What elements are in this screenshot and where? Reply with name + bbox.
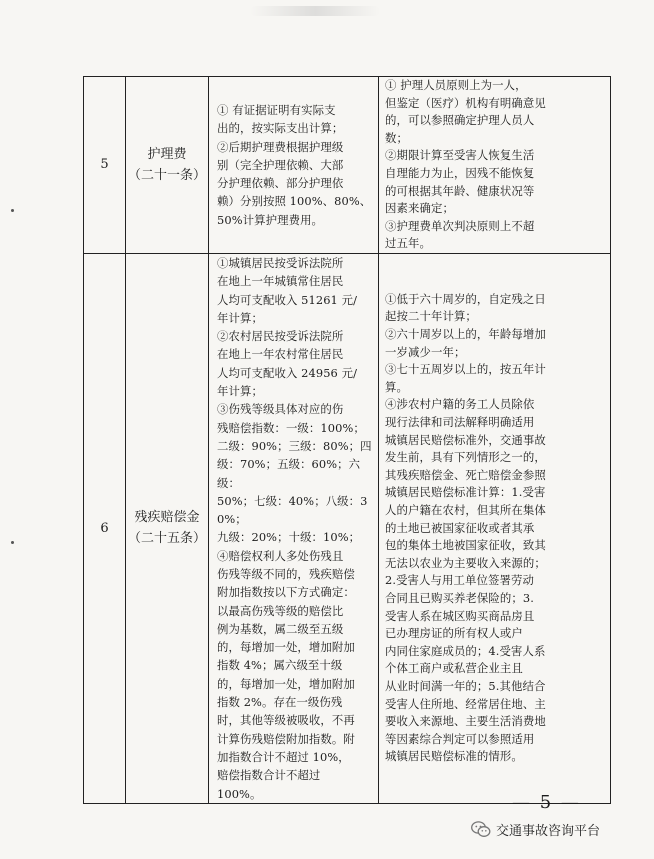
- basis-cell: [209, 253, 379, 803]
- compensation-standards-table: [83, 76, 611, 804]
- margin-mark: [11, 209, 14, 212]
- item-cell: [126, 77, 209, 254]
- basis-text: ①城镇居民按受诉法院所 在地上一年城镇常住居民 人均可支配收入 51261 元/ 年计算； ②农村居民按受诉法院所 在地上一年农村常住居民 人均可支配收入 24956 元/ 年计算； ③伤残等级具体对应的伤 残赔偿指数：一级：100%； 二级：90%；三级：80%；四 级：70%；五级：60%；六级： 50%；七级：40%；八级：30%； 九级：20%；十级：10%； ④赔偿权利人多处伤残且 伤残等级不同的，残疾赔偿 附加指数按以下方式确定： 以最高伤残等级的赔偿比 例为基数，属二级至五级 的，每增加一处，增加附加 指数 4%；属六级至十级 的，每增加一处，增加附加 指数 2%。存在一级伤残 时，其他等级被吸收，不再 计算伤残赔偿附加指数。附 加指数合计不超过 10%， 赔偿指数合计不超过 100%。: [217, 255, 372, 801]
- item-cell: [126, 253, 209, 803]
- page-scan-smudge: [250, 6, 380, 16]
- page-number: — 5 —: [512, 792, 581, 813]
- row-number: 5: [84, 77, 126, 254]
- item-name: 护理费: [147, 146, 187, 162]
- table-row: [84, 77, 611, 254]
- row-number: 6: [84, 253, 126, 803]
- item-article: （二十一条）: [127, 167, 206, 183]
- note-cell: [379, 77, 611, 254]
- brand-name: 交通事故咨询平台: [496, 824, 601, 839]
- note-text: ①低于六十周岁的，自定残之日 起按二十年计算； ②六十周岁以上的，年龄每增加 一岁减少一年； ③七十五周岁以上的，按五年计 算。 ④涉农村户籍的务工人员除依 现行法律和司法解释明确适用 城镇居民赔偿标准外，交通事故 发生前，具有下列情形之一的， 其残疾赔偿金、死亡赔偿金参照 城镇居民赔偿标准计算：1.受害 人的户籍在农村，但其所在集体 的土地已被国家征收或者其承 包的集体土地被国家征收，致其 无法以农业为主要收入来源的； 2.受害人与用工单位签署劳动 合同且已购买养老保险的；3. 受害人系在城区购买商品房且 已办理房证的所有权人或户 内同住家庭成员的；4.受害人系 个体工商户或私营企业主且 从业时间满一年的；5.其他结合 受害人住所地、经常居住地、主 要收入来源地、主要生活消费地 等因素综合判定可以参照适用 城镇居民赔偿标准的情形。: [385, 291, 546, 764]
- margin-mark: [11, 541, 14, 544]
- basis-cell: [209, 77, 379, 254]
- item-article: （二十五条）: [127, 531, 206, 547]
- note-text: ① 护理人员原则上为一人， 但鉴定（医疗）机构有明确意见 的，可以参照确定护理人员人 数； ②期限计算至受害人恢复生活 自理能力为止，因残不能恢复 的可根据其年龄、健康状况等 因素来确定； ③护理费单次判决原则上不超 过五年。: [385, 78, 546, 251]
- basis-text: ① 有证据证明有实际支 出的，按实际支出计算； ②后期护理费根据护理级 别（完全护理依赖、大部 分护理依赖、部分护理依 赖）分别按照 100%、80%、 50%计算护理费用。: [217, 102, 372, 227]
- item-name: 残疾赔偿金: [134, 510, 200, 526]
- note-cell: [379, 253, 611, 803]
- watermark-brand: [471, 820, 600, 839]
- wechat-icon: [471, 821, 491, 838]
- table-row: [84, 253, 611, 803]
